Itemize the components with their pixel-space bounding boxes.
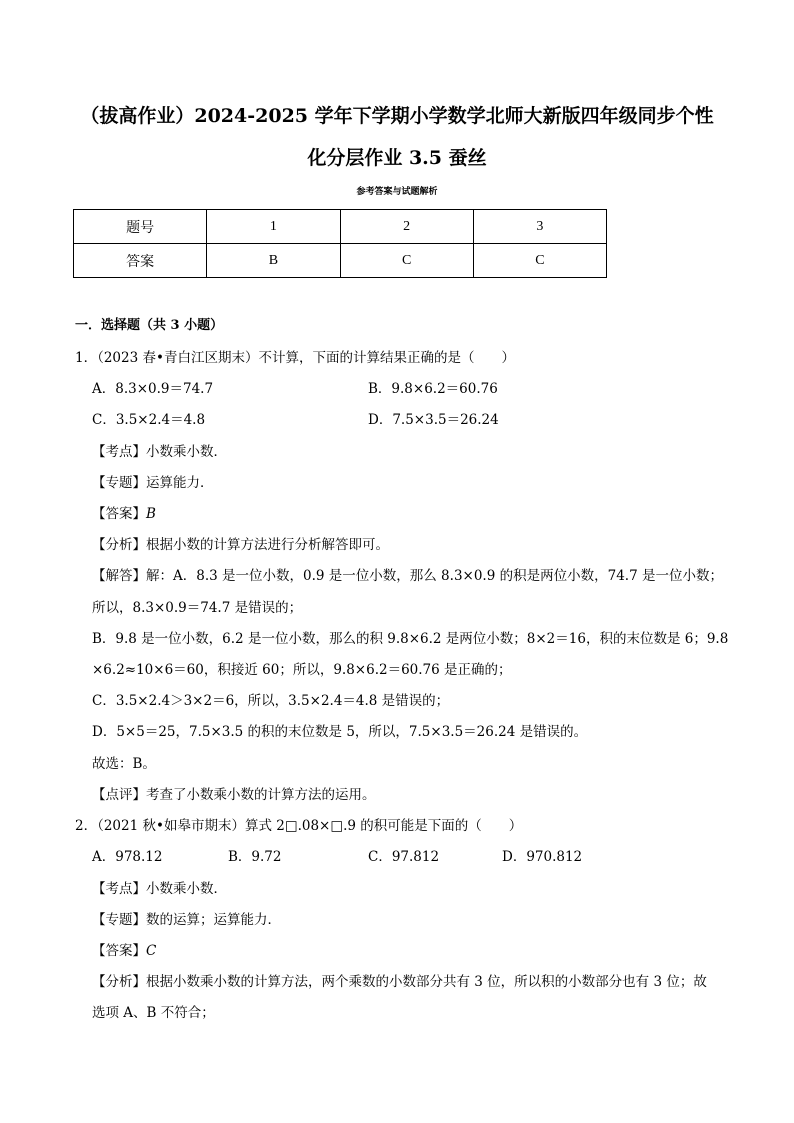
q1-jieda-line3: B．9.8 是一位小数，6.2 是一位小数，那么的积 9.8×6.2 是两位小数；8×2＝16，积的末位数是 6；9.8	[92, 631, 729, 647]
answer-value: B	[146, 506, 156, 522]
q1-jieda-line1: 【解答】解：A．8.3 是一位小数，0.9 是一位小数，那么 8.3×0.9 的积是两位小数，74.7 是一位小数；	[92, 568, 723, 584]
q2-fenxi-line1: 【分析】根据小数乘小数的计算方法，两个乘数的小数部分共有 3 位，所以积的小数部分也有 3 位；故	[92, 974, 707, 990]
q1-dianping: 【点评】考查了小数乘小数的计算方法的运用。	[92, 787, 376, 803]
q1-option-b: B．9.8×6.2＝60.76	[368, 381, 498, 397]
q2-answer	[92, 941, 156, 961]
q2-fenxi-line2: 选项 A、B 不符合；	[92, 1005, 215, 1021]
table-row	[74, 210, 607, 244]
q1-jieda-line4: ×6.2≈10×6＝60，积接近 60；所以，9.8×6.2＝60.76 是正确的；	[92, 662, 512, 678]
table-cell: 答案	[74, 244, 207, 278]
table-cell: 1	[207, 210, 340, 244]
table-cell: C	[340, 244, 473, 278]
doc-title-line2: 化分层作业 3.5 蚕丝	[307, 147, 487, 169]
q1-option-c: C．3.5×2.4＝4.8	[92, 412, 206, 428]
q2-option-b: B．9.72	[228, 849, 282, 865]
q2-zhuanti: 【专题】数的运算；运算能力．	[92, 912, 281, 928]
q1-option-d: D．7.5×3.5＝26.24	[368, 412, 499, 428]
section-heading: 一．选择题（共 3 小题）	[75, 318, 224, 333]
answer-table	[73, 209, 607, 278]
q1-option-a: A．8.3×0.9＝74.7	[92, 381, 214, 397]
table-row	[74, 244, 607, 278]
answer-label: 【答案】	[92, 506, 146, 522]
q1-jieda-line2: 所以，8.3×0.9＝74.7 是错误的；	[92, 600, 303, 616]
table-cell: 2	[340, 210, 473, 244]
table-cell: C	[473, 244, 606, 278]
q1-zhuanti: 【专题】运算能力．	[92, 475, 214, 491]
table-cell: 题号	[74, 210, 207, 244]
doc-title-line1: （拔高作业）2024-2025 学年下学期小学数学北师大新版四年级同步个性	[80, 105, 714, 127]
q1-choice: 故选：B。	[92, 756, 156, 772]
q1-answer	[92, 504, 156, 524]
q1-jieda-line6: D．5×5＝25，7.5×3.5 的积的末位数是 5，所以，7.5×3.5＝26.24 是错误的。	[92, 724, 588, 740]
q2-option-c: C．97.812	[368, 849, 440, 865]
doc-subtitle: 参考答案与试题解析	[356, 187, 438, 197]
answer-value: C	[146, 943, 157, 959]
table-cell: B	[207, 244, 340, 278]
q2-kaodian: 【考点】小数乘小数．	[92, 881, 227, 897]
q2-option-d: D．970.812	[502, 849, 583, 865]
question-1-stem: 1．（2023 春•青白江区期末）不计算，下面的计算结果正确的是（ ）	[75, 350, 515, 366]
q1-jieda-line5: C．3.5×2.4＞3×2＝6，所以，3.5×2.4＝4.8 是错误的；	[92, 693, 450, 709]
q2-option-a: A．978.12	[92, 849, 163, 865]
table-cell: 3	[473, 210, 606, 244]
question-2-stem: 2．（2021 秋•如皋市期末）算式 2□.08×□.9 的积可能是下面的（ ）	[75, 818, 523, 834]
answer-label: 【答案】	[92, 943, 146, 959]
q1-fenxi: 【分析】根据小数的计算方法进行分析解答即可。	[92, 537, 389, 553]
q1-kaodian: 【考点】小数乘小数．	[92, 444, 227, 460]
